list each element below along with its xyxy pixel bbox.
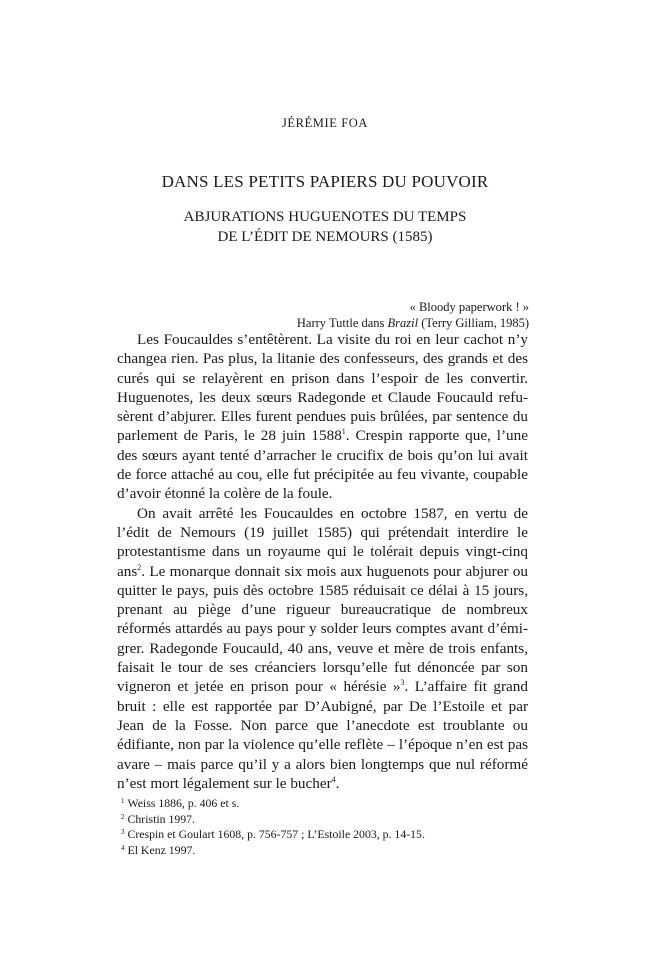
footnote-number: 2 bbox=[121, 812, 125, 821]
author-name: JÉRÉMIE FOA bbox=[281, 116, 369, 130]
chapter-title: DANS LES PETITS PAPIERS DU POUVOIR bbox=[161, 172, 489, 191]
paragraph-text: Les Foucauldes s’entêtèrent. La visite du roi en leur cachot n’y changea rien. Pas plus, la litanie des confesseurs, des grands et des curés qui se relayèrent en prison dans l’espoir de les convertir. Huguenotes, les deux sœurs Radegonde et Claude Foucauld refusèrent d’abjurer. Elles furent pendues puis brûlées, par sentence du parlement de Paris, le 28 juin 1588 bbox=[117, 331, 528, 445]
footnote-3 bbox=[117, 827, 528, 843]
chapter-subtitle bbox=[0, 207, 650, 247]
footnote-1 bbox=[117, 796, 528, 812]
footnote-2 bbox=[117, 812, 528, 828]
footnote-text: El Kenz 1997. bbox=[127, 842, 196, 857]
footnote-text: Weiss 1886, p. 406 et s. bbox=[127, 796, 240, 810]
subtitle-line-2: DE L’ÉDIT DE NEMOURS (1585) bbox=[217, 229, 433, 245]
paragraph-text: On avait arrêté les Foucauldes en octobre 1587, en vertu de l’édit de Nemours (19 juillet 1585) qui prétendait interdire le protestantisme dans un royaume qui le tolérait depuis vingt-cinq ans bbox=[117, 504, 528, 580]
footnote-number: 3 bbox=[121, 828, 125, 836]
epigraph-attribution-year: (Terry Gilliam, 1985) bbox=[418, 316, 529, 330]
paragraph-text: . bbox=[335, 774, 340, 792]
footnote-4 bbox=[117, 843, 528, 859]
footnote-text: Christin 1997. bbox=[127, 811, 196, 826]
footnotes bbox=[117, 796, 528, 858]
footnote-number: 4 bbox=[121, 843, 125, 852]
paragraph-2 bbox=[117, 504, 528, 793]
footnote-number: 1 bbox=[121, 797, 125, 805]
footnote-ref-4[interactable]: 4 bbox=[331, 774, 336, 784]
body-text bbox=[117, 330, 528, 793]
paragraph-text: . Crespin rapporte que, l’une des sœurs ayant tenté d’arracher le crucifix de bois qu’on lui avait de force attaché au cou, elle fut précipitée au feu vivante, coupable d’avoir étonné la colère de la foule. bbox=[117, 427, 528, 503]
footnote-ref-1[interactable]: 1 bbox=[341, 427, 346, 437]
footnote-ref-3[interactable]: 3 bbox=[400, 678, 405, 688]
paragraph-text: . Le monarque donnait six mois aux huguenots pour abjurer ou quitter le pays, puis dès octobre 1585 réduisait ce délai à 15 jours, prenant au piège d’une rigueur bureaucratique de nombreux réformés attardés au pays pour y solder leurs comptes avant d’émigrer. Radegonde Foucauld, 40 ans, veuve et mère de trois enfants, faisait le tour de ses créanciers lorsqu’elle fut dénoncée par son vigneron et jetée en prison pour « hérésie » bbox=[117, 562, 528, 696]
footnote-text: Crespin et Goulart 1608, p. 756-757 ; L’Estoile 2003, p. 14-15. bbox=[127, 827, 425, 841]
epigraph bbox=[297, 299, 529, 331]
subtitle-line-1: ABJURATIONS HUGUENOTES DU TEMPS bbox=[183, 209, 467, 225]
paragraph-1 bbox=[117, 330, 528, 504]
epigraph-film-title: Brazil bbox=[387, 316, 419, 330]
epigraph-quote: « Bloody paperwork ! » bbox=[409, 300, 529, 314]
epigraph-attribution-text: Harry Tuttle dans bbox=[296, 316, 388, 330]
epigraph-attribution bbox=[297, 315, 529, 331]
paragraph-text: . L’affaire fit grand bruit : elle est rapportée par D’Aubigné, par De l’Estoile et par Jean de la Fosse. Non parce que l’anecdote est troublante ou édifiante, non par la violence qu’elle reflète – l’époque n’en est pas avare – mais parce qu’il y a alors bien longtemps que nul réformé n’est mort légalement sur le bucher bbox=[117, 678, 528, 792]
footnote-ref-2[interactable]: 2 bbox=[137, 562, 142, 572]
